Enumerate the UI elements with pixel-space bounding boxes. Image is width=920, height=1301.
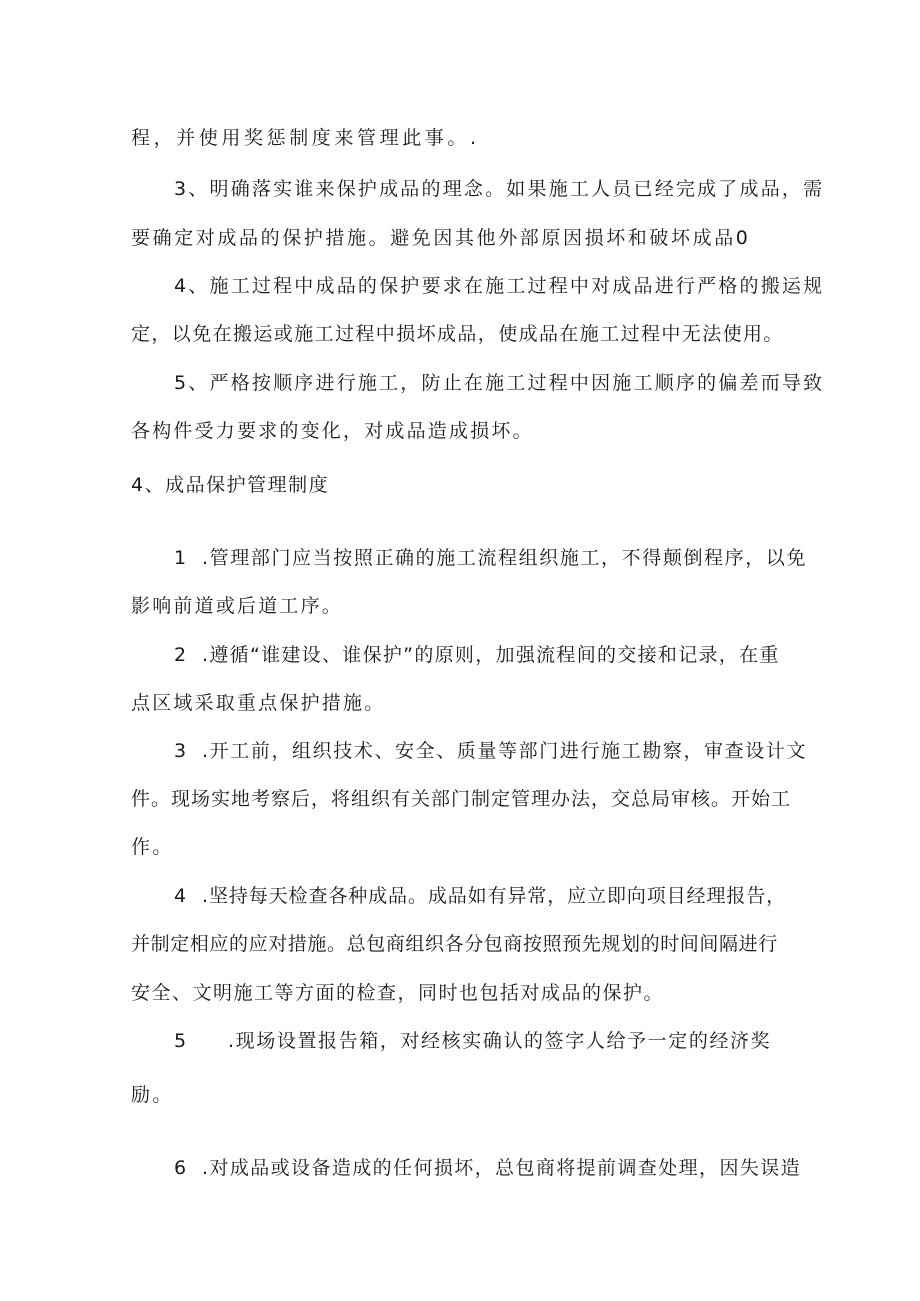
paragraph-line: 程，并使用奖惩制度来管理此事。.: [131, 127, 480, 149]
item-text: 影响前道或后道工序。: [131, 595, 344, 617]
item-text: 安全、文明施工等方面的检查，同时也包括对成品的保护。: [131, 982, 665, 1004]
list-item-6: [174, 1156, 801, 1180]
item-text: .开工前，组织技术、安全、质量等部门进行施工勘察，审查设计文: [202, 740, 808, 762]
item-text: 件。现场实地考察后，将组织有关部门制定管理办法，交总局审核。开始工: [131, 788, 792, 810]
item-text: .管理部门应当按照正确的施工流程组织施工，不得颠倒程序，以免: [202, 547, 808, 569]
item-text: 作。: [131, 836, 174, 858]
list-item-3: [174, 739, 807, 763]
paragraph-line: 各构件受力要求的变化，对成品造成损坏。: [131, 420, 534, 442]
paragraph-line: 定，以免在搬运或施工过程中损坏成品，使成品在施工过程中无法使用。: [131, 323, 784, 345]
paragraph-line: 3、明确落实谁来保护成品的理念。如果施工人员已经完成了成品，需: [174, 178, 825, 200]
item-number: 6: [174, 1157, 189, 1179]
item-number: 4: [174, 885, 189, 907]
list-item-4: [174, 884, 786, 908]
item-text: 并制定相应的应对措施。总包商组织各分包商按照预先规划的时间间隔进行: [131, 933, 778, 955]
list-item-1: [174, 546, 807, 570]
item-text: .现场设置报告箱，对经核实确认的签字人给予一定的经济奖: [228, 1030, 772, 1052]
item-number: 3: [174, 740, 189, 762]
paragraph-line: 4、施工过程中成品的保护要求在施工过程中对成品进行严格的搬运规: [174, 275, 825, 297]
list-item-2: [174, 643, 780, 667]
item-text: .坚持每天检查各种成品。成品如有异常，应立即向项目经理报告，: [202, 885, 787, 907]
list-item-5: [174, 1029, 771, 1053]
item-text: .遵循“谁建设、谁保护”的原则，加强流程间的交接和记录，在重: [202, 644, 780, 666]
paragraph-line: 要确定对成品的保护措施。避免因其他外部原因损坏和破坏成品0: [131, 227, 751, 249]
item-text: 励。: [131, 1084, 174, 1106]
section-title: 4、成品保护管理制度: [131, 474, 330, 496]
item-text: 点区域采取重点保护措施。: [131, 692, 386, 714]
item-number: 2: [174, 644, 189, 666]
item-number: 1: [174, 547, 189, 569]
paragraph-line: 5、严格按顺序进行施工，防止在施工过程中因施工顺序的偏差而导致: [174, 372, 825, 394]
item-number: 5: [174, 1030, 189, 1052]
item-text: .对成品或设备造成的任何损坏，总包商将提前调查处理，因失误造: [202, 1157, 802, 1179]
